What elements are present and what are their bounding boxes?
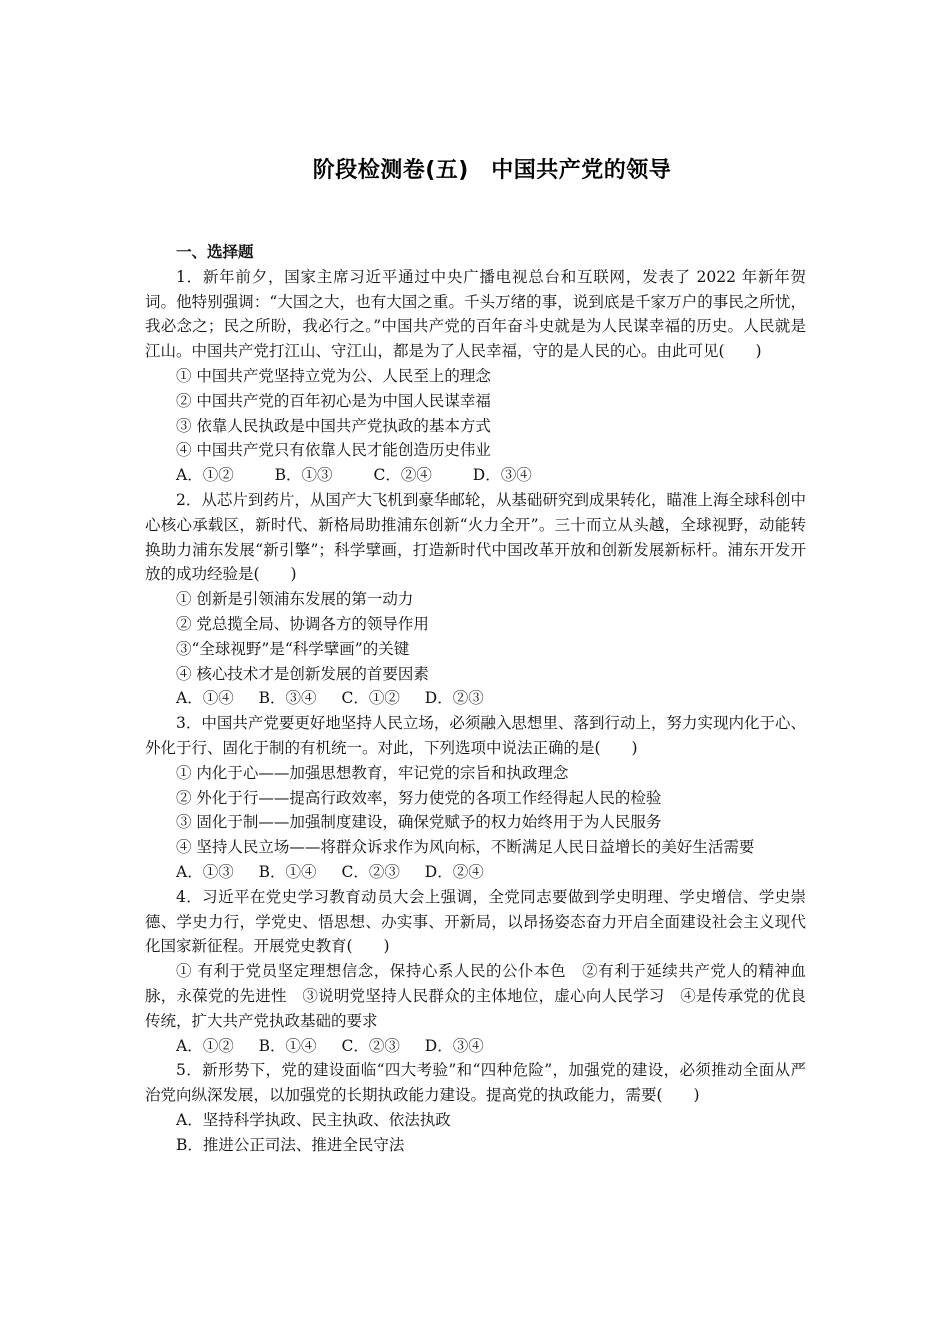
question-1: [145, 265, 806, 488]
choice-a[interactable]: A．①④: [176, 689, 234, 708]
choice-a[interactable]: A．坚持科学执政、民主执政、依法执政: [176, 1110, 451, 1129]
exam-content: [145, 240, 806, 1157]
statement-item: ③ 固化于制——加强制度建设，确保党赋予的权力始终用于为人民服务: [176, 813, 662, 832]
choice-c[interactable]: C．①②: [341, 689, 400, 708]
statement-item: ① 内化于心——加强思想教育，牢记党的宗旨和执政理念: [176, 763, 569, 782]
statement-item: ② 外化于行——提高行政效率，努力使党的各项工作经得起人民的检验: [176, 788, 662, 807]
choice-a[interactable]: A．①③: [176, 862, 234, 881]
question-stem: 4．习近平在党史学习教育动员大会上强调，全党同志要做到学史明理、学史增信、学史崇德、学史力行，学党史、悟思想、办实事、开新局，以昂扬姿态奋力开启全面建设社会主义现代化国家新征程。开展党史教育( ): [145, 887, 806, 956]
statement-item: ④ 坚持人民立场——将群众诉求作为风向标，不断满足人民日益增长的美好生活需要: [176, 838, 755, 857]
statement-item: ④ 核心技术才是创新发展的首要因素: [176, 664, 429, 683]
choice-c[interactable]: C．②④: [373, 466, 432, 485]
statement-item: ① 创新是引领浦东发展的第一动力: [176, 590, 414, 609]
choice-b[interactable]: B．①④: [258, 1036, 317, 1055]
choice-c[interactable]: C．②③: [341, 1036, 400, 1055]
answer-choices: [145, 686, 806, 711]
choice-a[interactable]: A．①②: [176, 1036, 234, 1055]
answer-choices: [145, 1034, 806, 1059]
choice-b[interactable]: B．推进公正司法、推进全民守法: [176, 1135, 405, 1154]
choice-d[interactable]: D．③④: [424, 1036, 484, 1055]
statement-items-paragraph: ① 有利于党员坚定理想信念，保持心系人民的公仆本色 ②有利于延续共产党人的精神血脉，永葆党的先进性 ③说明党坚持人民群众的主体地位，虚心向人民学习 ④是传承党的优良传统，扩大共产党执政基础的要求: [145, 962, 806, 1030]
choice-b[interactable]: B．①④: [258, 862, 317, 881]
question-stem: 3．中国共产党要更好地坚持人民立场，必须融入思想里、落到行动上，努力实现内化于心、外化于行、固化于制的有机统一。对此，下列选项中说法正确的是( ): [145, 714, 806, 757]
choice-b[interactable]: B．①③: [274, 466, 333, 485]
choice-c[interactable]: C．②③: [341, 862, 400, 881]
answer-choices: [145, 463, 806, 488]
question-5: [145, 1058, 806, 1157]
question-3: [145, 711, 806, 885]
choice-d[interactable]: D．②④: [424, 862, 484, 881]
statement-item: ② 党总揽全局、协调各方的领导作用: [176, 614, 429, 633]
section-heading: 一、选择题: [176, 242, 254, 261]
choice-d[interactable]: D．③④: [472, 466, 532, 485]
choice-d[interactable]: D．②③: [424, 689, 484, 708]
question-stem: 5．新形势下，党的建设面临“四大考验”和“四种危险”，加强党的建设，必须推动全面从严治党向纵深发展，以加强党的长期执政能力建设。提高党的执政能力，需要( ): [145, 1061, 806, 1105]
question-stem: 2．从芯片到药片，从国产大飞机到豪华邮轮，从基础研究到成果转化，瞄准上海全球科创中心核心承载区，新时代、新格局助推浦东创新“火力全开”。三十而立从头越，全球视野，动能转换助力浦东发展“新引擎”；科学擘画，打造新时代中国改革开放和创新发展新标杆。浦东开发开放的成功经验是( ): [145, 490, 806, 584]
question-2: [145, 488, 806, 711]
statement-item: ③“全球视野”是“科学擘画”的关键: [176, 639, 410, 658]
statement-item: ① 中国共产党坚持立党为公、人民至上的理念: [176, 366, 491, 385]
statement-item: ② 中国共产党的百年初心是为中国人民谋幸福: [176, 391, 491, 410]
answer-choices: [145, 860, 806, 885]
question-stem: 1．新年前夕，国家主席习近平通过中央广播电视总台和互联网，发表了 2022 年新年贺词。他特别强调：“大国之大，也有大国之重。千头万绪的事，说到底是千家万户的事民之所忧，我必念之；民之所盼，我必行之。”中国共产党的百年奋斗史就是为人民谋幸福的历史。人民就是江山。中国共产党打江山、守江山，都是为了人民幸福，守的是人民的心。由此可见( ): [145, 267, 806, 361]
statement-item: ④ 中国共产党只有依靠人民才能创造历史伟业: [176, 441, 491, 460]
statement-item: ③ 依靠人民执政是中国共产党执政的基本方式: [176, 416, 491, 435]
choice-b[interactable]: B．③④: [258, 689, 317, 708]
choice-a[interactable]: A．①②: [176, 466, 234, 485]
page-title: 阶段检测卷(五) 中国共产党的领导: [312, 158, 672, 183]
question-4: [145, 885, 806, 1059]
